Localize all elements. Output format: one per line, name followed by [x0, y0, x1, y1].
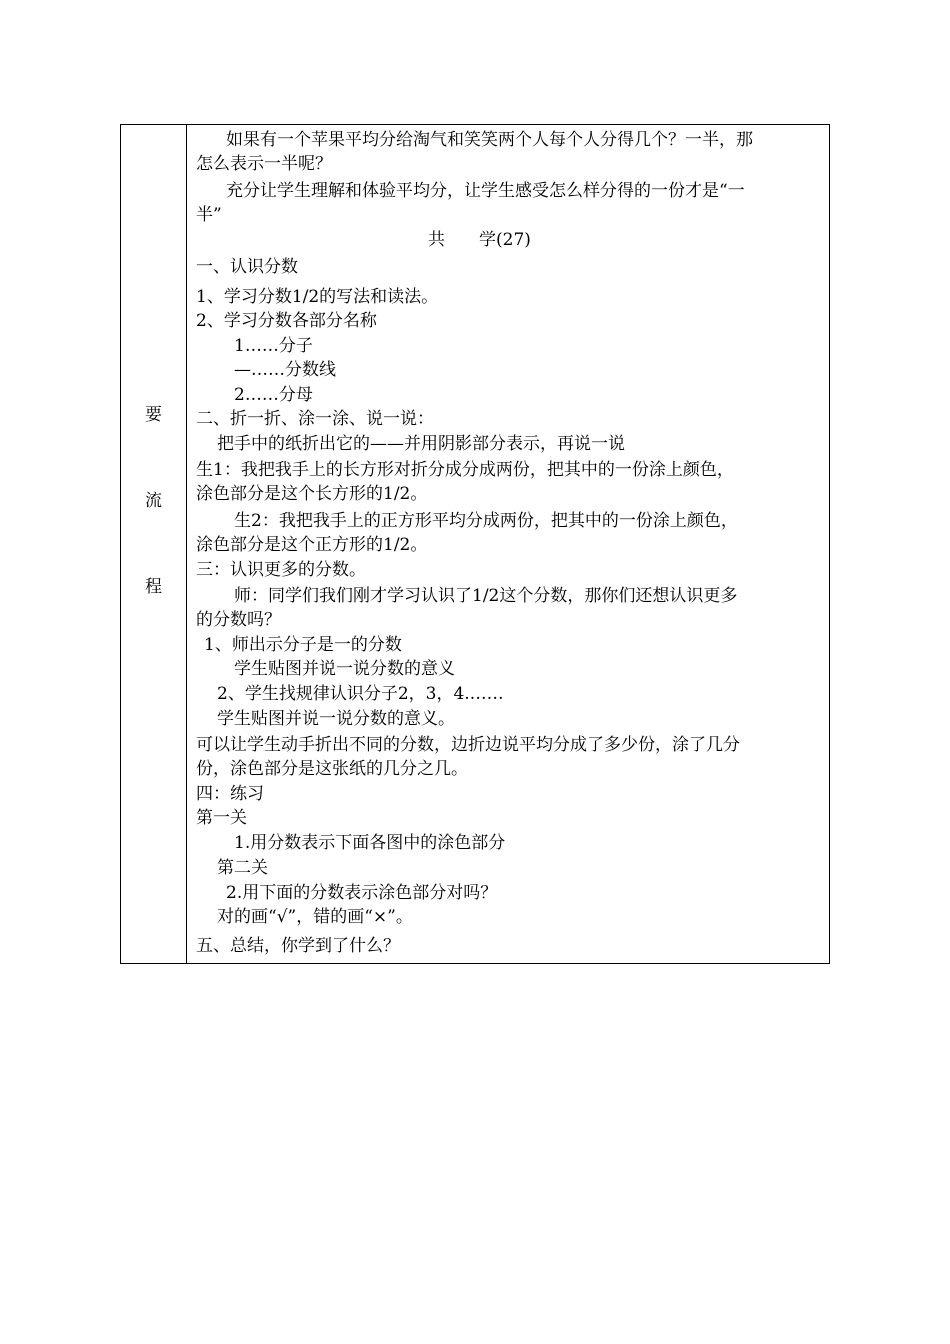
paragraph-line: 如果有一个苹果平均分给淘气和笑笑两个人每个人分得几个？一半，那 — [226, 130, 753, 150]
paragraph-line: 1.用分数表示下面各图中的涂色部分 — [234, 833, 506, 853]
section-heading: 共 学(27) — [428, 230, 531, 250]
paragraph-line: 学生贴图并说一说分数的意义。 — [217, 709, 455, 729]
side-label-char-3: 程 — [145, 577, 162, 597]
paragraph-line: 2.用下面的分数表示涂色部分对吗？ — [226, 883, 498, 903]
paragraph-line: 可以让学生动手折出不同的分数，边折边说平均分成了多少份，涂了几分 — [196, 735, 740, 755]
column-divider — [186, 125, 187, 963]
paragraph-line: 份，涂色部分是这张纸的几分之几。 — [196, 759, 468, 779]
section-heading: 一、认识分数 — [196, 257, 298, 277]
paragraph-line: 1……分子 — [234, 336, 313, 356]
paragraph-line: 涂色部分是这个长方形的1/2。 — [196, 484, 428, 504]
paragraph-line: 怎么表示一半呢？ — [196, 154, 332, 174]
paragraph-line: 半” — [196, 205, 222, 225]
paragraph-line: 充分让学生理解和体验平均分，让学生感受怎么样分得的一份才是“一 — [226, 181, 745, 201]
paragraph-line: 第一关 — [196, 808, 247, 828]
paragraph-line: 1、师出示分子是一的分数 — [204, 635, 402, 655]
section-heading: 二、折一折、涂一涂、说一说： — [196, 409, 434, 429]
side-label-char-1: 要 — [145, 405, 162, 425]
paragraph-line: 把手中的纸折出它的——并用阴影部分表示，再说一说 — [217, 434, 625, 454]
lesson-table — [120, 124, 830, 964]
paragraph-line: 2……分母 — [234, 385, 313, 405]
side-label-char-2: 流 — [145, 491, 162, 511]
paragraph-line: 师：同学们我们刚才学习认识了1/2这个分数，那你们还想认识更多 — [234, 586, 738, 606]
paragraph-line: 生2：我把我手上的正方形平均分成两份，把其中的一份涂上颜色， — [234, 511, 738, 531]
paragraph-line: 生1：我把我手上的长方形对折分成分成两份，把其中的一份涂上颜色， — [196, 460, 734, 480]
paragraph-line: 学生贴图并说一说分数的意义 — [234, 659, 455, 679]
section-heading: 五、总结，你学到了什么？ — [196, 936, 400, 956]
paragraph-line: 的分数吗？ — [196, 610, 281, 630]
section-heading: 三：认识更多的分数。 — [196, 560, 366, 580]
section-heading: 四：练习 — [196, 784, 264, 804]
paragraph-line: 第二关 — [217, 858, 268, 878]
paragraph-line: 2、学习分数各部分名称 — [196, 311, 377, 331]
paragraph-line: —……分数线 — [234, 360, 336, 380]
paragraph-line: 涂色部分是这个正方形的1/2。 — [196, 535, 428, 555]
paragraph-line: 2、学生找规律认识分子2，3，4.…… — [217, 684, 504, 704]
paragraph-line: 1、学习分数1/2的写法和读法。 — [196, 287, 439, 307]
paragraph-line: 对的画“√”，错的画“×”。 — [217, 907, 413, 927]
